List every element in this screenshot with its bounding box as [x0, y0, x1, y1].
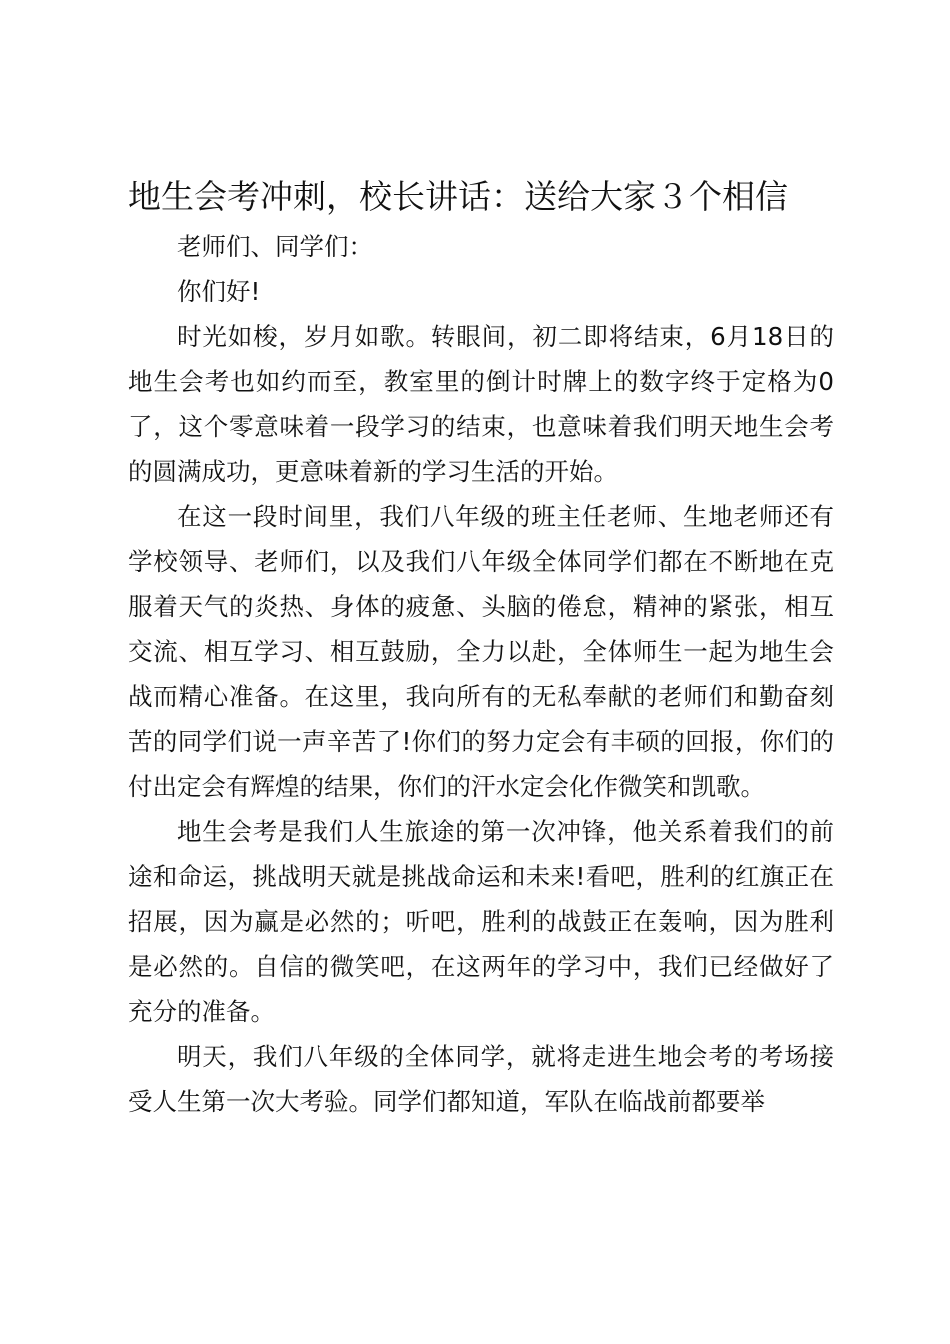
document-body [128, 172, 834, 1124]
salutation-paragraph: 老师们、同学们： [177, 232, 373, 261]
body-paragraph: 明天，我们八年级的全体同学，就将走进生地会考的考场接受人生第一次大考验。同学们都知道，军队在临战前都要举 [128, 1042, 834, 1116]
body-paragraph: 在这一段时间里，我们八年级的班主任老师、生地老师还有学校领导、老师们，以及我们八年级全体同学们都在不断地在克服着天气的炎热、身体的疲惫、头脑的倦怠，精神的紧张，相互交流、相互学习、相互鼓励，全力以赴，全体师生一起为地生会战而精心准备。在这里，我向所有的无私奉献的老师们和勤奋刻苦的同学们说一声辛苦了!你们的努力定会有丰硕的回报，你们的付出定会有辉煌的结果，你们的汗水定会化作微笑和凯歌。 [128, 502, 834, 801]
body-paragraph: 地生会考是我们人生旅途的第一次冲锋，他关系着我们的前途和命运，挑战明天就是挑战命运和未来!看吧，胜利的红旗正在招展，因为赢是必然的；听吧，胜利的战鼓正在轰响，因为胜利是必然的。自信的微笑吧，在这两年的学习中，我们已经做好了充分的准备。 [128, 817, 834, 1026]
greeting-paragraph: 你们好! [177, 277, 261, 306]
body-paragraph: 时光如梭，岁月如歌。转眼间，初二即将结束，6月18日的地生会考也如约而至，教室里的倒计时牌上的数字终于定格为0了，这个零意味着一段学习的结束，也意味着我们明天地生会考的圆满成功，更意味着新的学习生活的开始。 [128, 322, 834, 486]
document-title: 地生会考冲刺，校长讲话：送给大家３个相信 [128, 177, 788, 216]
